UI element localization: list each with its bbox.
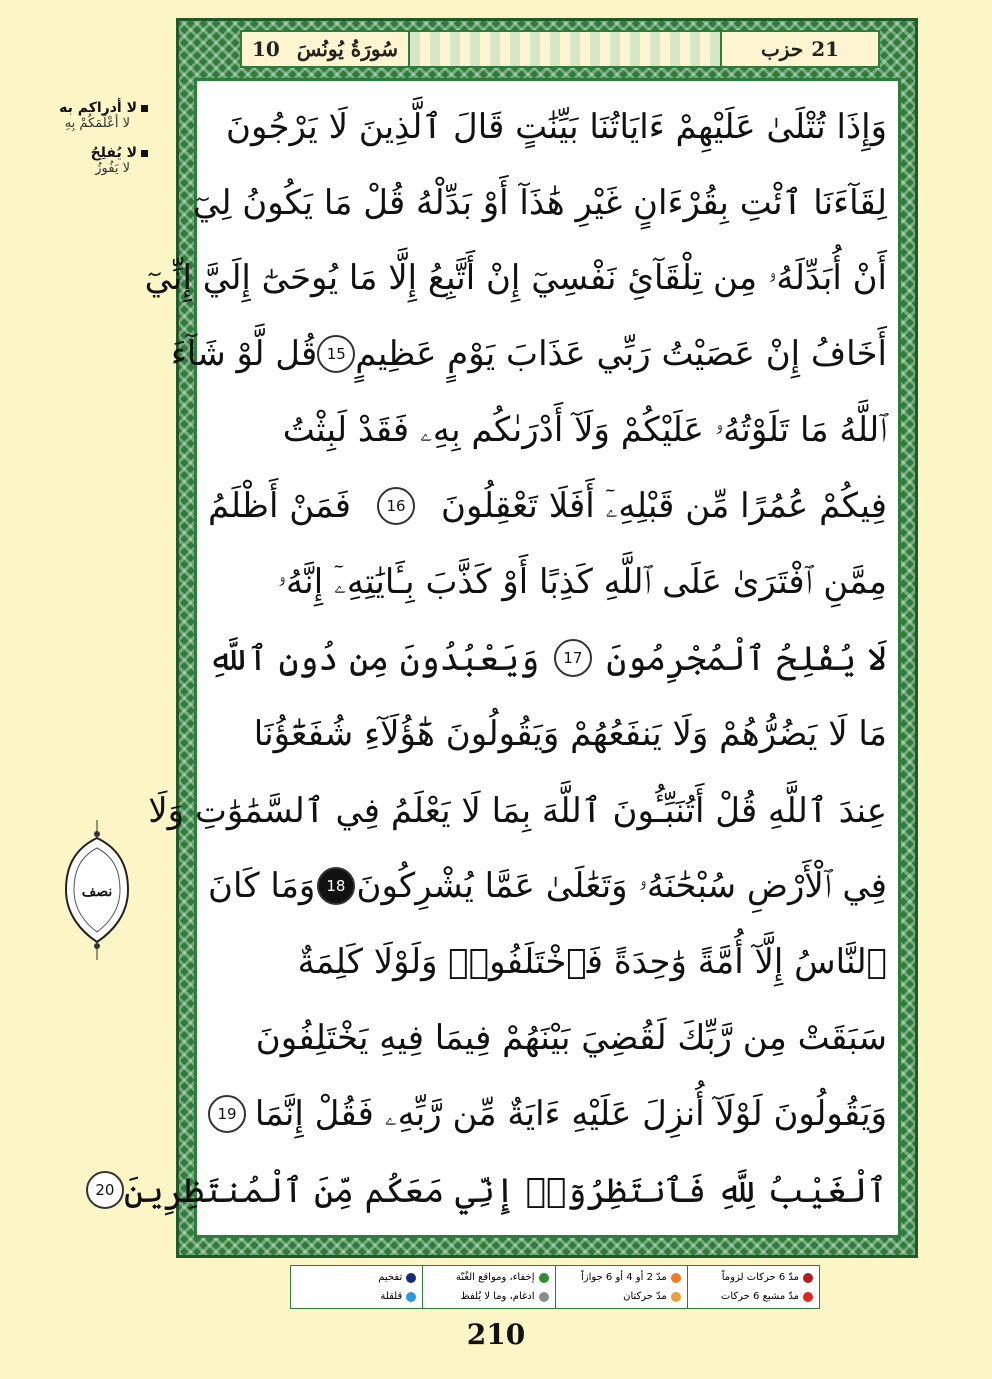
verse-text: فِيكُمْ عُمُرًا مِّن قَبْلِهِۦٓ أَفَلَا تَعْقِلُونَ [441,486,887,526]
margin-note [18,145,148,176]
verse-line [200,88,895,164]
verse-text: فِي ٱلْأَرْضِ سُبْحَٰنَهُۥ وَتَعَٰلَىٰ عَمَّا يُشْرِكُونَ [356,866,887,906]
note-meaning: لا يَفُوزُ [95,161,130,176]
verse-text: عِندَ ٱللَّهِ قُلْ أَتُنَبِّـُٔونَ ٱللَّهَ بِمَا لَا يَعْلَمُ فِي ٱلسَّمَٰوَٰتِ وَلَا [148,790,887,831]
legend-label: مدّ 2 أو 4 أو 6 جوازاً [580,1272,667,1283]
color-dot-icon [671,1273,681,1283]
verse-text: ٱلنَّاسُ إِلَّآ أُمَّةً وَٰحِدَةً فَٱخْتَلَفُوا۟ وَلَوْلَا كَلِمَةٌ [297,942,887,982]
verse-text: مَا لَا يَضُرُّهُمْ وَلَا يَنفَعُهُمْ وَيَقُولُونَ هَٰٓؤُلَآءِ شُفَعَٰٓؤُنَا [253,714,887,754]
verse-text: وَمَا كَانَ [208,866,316,906]
ayah-number-marker: 17 [554,639,592,677]
color-dot-icon [406,1292,416,1302]
header-ornament [410,30,720,68]
color-dot-icon [803,1292,813,1302]
verse-text: ٱللَّهُ مَا تَلَوْتُهُۥ عَلَيْكُمْ وَلَآ أَدْرَىٰكُم بِهِۦ فَقَدْ لَبِثْتُ [282,410,887,450]
verse-text: أَنْ أُبَدِّلَهُۥ مِن تِلْقَآئِ نَفْسِيٓ إِنْ أَتَّبِعُ إِلَّا مَا يُوحَىٰٓ إِلَيَّ إِنِّيٓ [144,258,887,298]
ayah-number-marker: 16 [377,487,415,525]
verse-line [200,924,895,1000]
verse-line [200,1000,895,1076]
verse-text: مِمَّنِ ٱفْتَرَىٰ عَلَى ٱللَّهِ كَذِبًا أَوْ كَذَّبَ بِـَٔايَٰتِهِۦٓ إِنَّهُۥ [277,562,887,602]
color-dot-icon [671,1292,681,1302]
margin-note [18,100,148,131]
hizb-label: حزب [760,37,804,61]
legend-label: إخفاء، ومواقع الغُنّة [455,1272,535,1283]
legend-column [291,1266,422,1308]
bullet-icon [141,150,148,157]
hizb-number: 21 [811,37,840,61]
color-dot-icon [406,1273,416,1283]
verse-text: لِقَآءَنَا ٱئْتِ بِقُرْءَانٍ غَيْرِ هَٰذَآ أَوْ بَدِّلْهُ قُلْ مَا يَكُونُ لِيٓ [192,182,887,223]
verse-text: وَيَقُولُونَ لَوْلَآ أُنزِلَ عَلَيْهِ ءَايَةٌ مِّن رَّبِّهِۦ فَقُلْ إِنَّمَا [254,1094,887,1134]
verse-line [200,696,895,772]
verse-line [200,392,895,468]
margin-notes [18,100,148,190]
verse-line [95,1152,895,1228]
legend-label: مدّ 6 حركات لزوماً [721,1272,799,1283]
verse-text: وَيَعْبُدُونَ مِن دُونِ ٱللَّهِ [208,638,540,679]
verse-line [144,240,895,316]
bullet-icon [141,105,148,112]
verse-line [170,316,895,392]
verse-text: وَإِذَا تُتْلَىٰ عَلَيْهِمْ ءَايَاتُنَا بَيِّنَٰتٍ قَالَ ٱلَّذِينَ لَا يَرْجُونَ [226,106,887,147]
legend-column [555,1266,687,1308]
surah-number: 10 [252,37,280,61]
verse-text: أَخَافُ إِنْ عَصَيْتُ رَبِّي عَذَابَ يَوْمٍ عَظِيمٍ [355,334,887,374]
verse-line [148,772,895,848]
color-dot-icon [803,1273,813,1283]
surah-header [240,30,410,68]
legend-label: ادغام، وما لا يُلفظ [460,1291,535,1302]
hizb-quarter-medallion-icon [62,820,132,960]
verse-line [200,544,895,620]
note-word: لا يُفلِحُ [90,145,137,161]
verse-text: سَبَقَتْ مِن رَّبِّكَ لَقُضِيَ بَيْنَهُمْ فِيمَا فِيهِ يَخْتَلِفُونَ [255,1018,887,1058]
color-dot-icon [539,1292,549,1302]
verse-line [200,848,895,924]
legend-label: مدّ مشبع 6 حركات [720,1291,799,1302]
ayah-number-marker: 19 [208,1095,246,1133]
legend-label: تفخيم [378,1272,403,1283]
legend-column [422,1266,554,1308]
legend-column [687,1266,819,1308]
verse-line [192,164,895,240]
legend-label: مدّ حركتان [623,1291,667,1302]
legend-label: قلقلة [380,1291,403,1302]
verse-text: لَا يُفْلِحُ ٱلْمُجْرِمُونَ [606,638,887,679]
ayah-number-marker: 18 [317,867,355,905]
verse-text: ٱلْغَيْبُ لِلَّهِ فَٱنتَظِرُوٓا۟ إِنِّي مَعَكُم مِّنَ ٱلْمُنتَظِرِينَ [123,1170,887,1211]
page-number: 210 [466,1318,526,1351]
verse-text: فَمَنْ أَظْلَمُ [208,486,351,526]
tajweed-legend [290,1265,820,1309]
verse-text: قُل لَّوْ شَآءَ [170,334,318,374]
medallion-text: نصف [81,884,113,900]
verse-line [200,468,895,544]
verse-line [200,1076,895,1152]
note-meaning: لا أعْلَمَكُمْ بِهِ [64,116,130,131]
surah-name: سُورَةُ يُونُسَ [296,37,398,61]
verse-line [200,620,895,696]
note-word: لا أدراكم به [59,100,137,116]
ayah-number-marker: 20 [86,1171,124,1209]
ayah-number-marker: 15 [317,335,355,373]
hizb-header [720,30,880,68]
color-dot-icon [539,1273,549,1283]
